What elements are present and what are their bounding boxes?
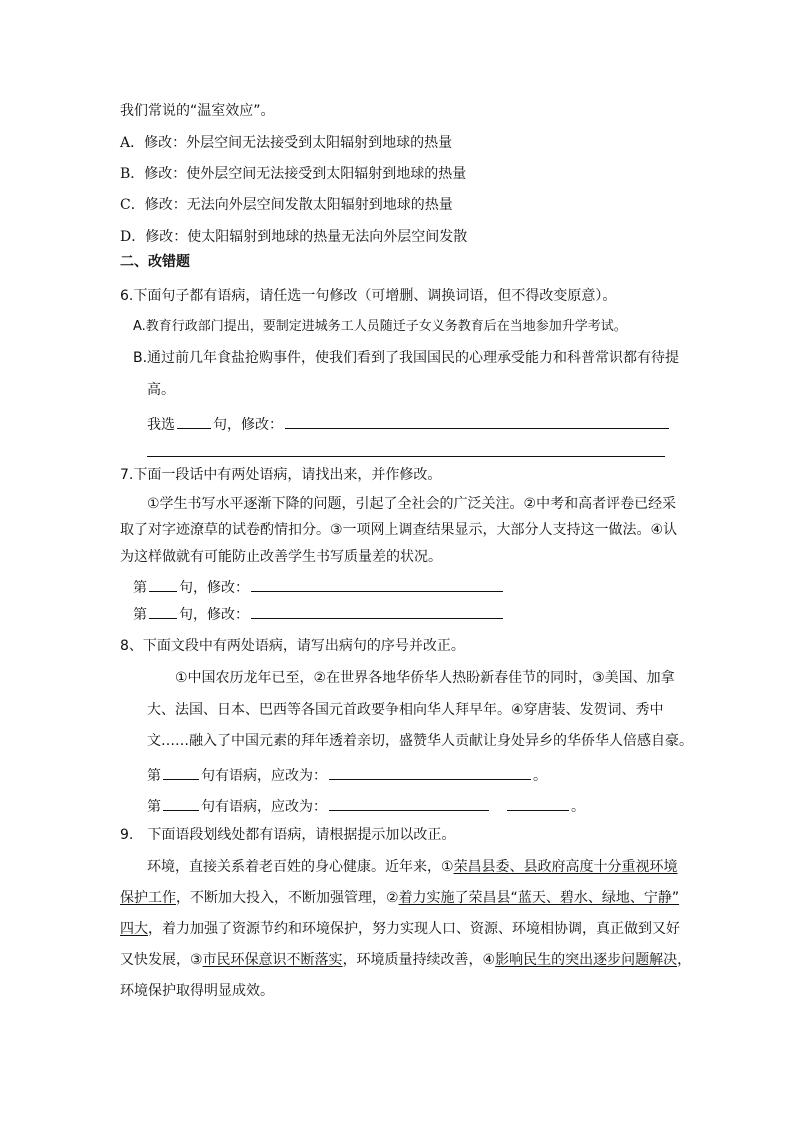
underlined-error: 四大 — [120, 921, 148, 937]
option-d: D．修改：使太阳辐射到地球的热量无法向外层空间发散 — [120, 229, 468, 245]
answer-blank[interactable] — [329, 794, 489, 811]
plain-text: 环境，直接关系着老百姓的身心健康。近年来，① — [147, 859, 454, 875]
answer-label: 句，修改： — [179, 580, 249, 596]
answer-blank[interactable] — [285, 412, 669, 429]
answer-label: 。 — [533, 768, 547, 784]
answer-label: 。 — [571, 799, 585, 815]
question-9-text: 环境保护取得明显成效。 — [120, 983, 274, 999]
question-6-option-b: B.通过前几年食盐抢购事件，使我们看到了我国国民的心理承受能力和科普常识都有待提 — [133, 350, 680, 366]
underlined-error: 影响民生的突出逐步问题解决 — [495, 952, 678, 968]
plain-text: ，不断加大投入，不断加强管理，② — [176, 890, 399, 906]
answer-label: 第 — [133, 580, 147, 596]
underlined-error: 着力实施了荣昌县“蓝天、碧水、绿地、宁静” — [398, 890, 680, 906]
question-9-text — [120, 888, 679, 908]
answer-label: 句，修改： — [179, 607, 249, 623]
question-8-answer-line — [147, 794, 585, 817]
underlined-error: 市民环保意识不断落实 — [202, 952, 343, 968]
question-9: 9. 下面语段划线处都有语病，请根据提示加以改正。 — [120, 827, 456, 843]
question-9-text — [147, 857, 678, 877]
answer-blank[interactable] — [149, 575, 177, 592]
question-7-text: 为这样做就有可能防止改善学生书写质量差的状况。 — [120, 549, 442, 565]
question-7-text: 取了对字迹潦草的试卷酌情扣分。③一项网上调查结果显示，大部分人支持这一做法。④认 — [120, 522, 678, 538]
plain-text: ，环境质量持续改善，④ — [342, 952, 496, 968]
plain-text: 又快发展，③ — [120, 952, 203, 968]
answer-blank[interactable] — [163, 763, 199, 780]
section-heading: 二、改错题 — [120, 254, 190, 270]
answer-label: 第 — [147, 799, 161, 815]
question-7: 7.下面一段话中有两处语病，请找出来，并作修改。 — [120, 467, 442, 483]
answer-label: 句有语病，应改为： — [201, 768, 327, 784]
plain-text: ， — [677, 952, 692, 968]
answer-blank[interactable] — [251, 575, 503, 592]
answer-blank[interactable] — [149, 602, 177, 619]
question-8-answer-line — [147, 763, 547, 786]
question-9-text — [120, 950, 691, 970]
answer-rule[interactable] — [147, 456, 665, 457]
option-c: C．修改：无法向外层空间发散太阳辐射到地球的热量 — [120, 197, 453, 213]
answer-blank[interactable] — [163, 794, 199, 811]
question-7-answer-line — [133, 602, 505, 625]
answer-blank[interactable] — [329, 763, 531, 780]
question-6-answer-line — [147, 412, 671, 435]
underlined-error: 荣昌县委、县政府高度十分重视环境 — [453, 859, 678, 875]
question-8-text: 文……融入了中国元素的拜年透着亲切，盛赞华人贡献让身处异乡的华侨华人倍感自豪。 — [147, 733, 693, 749]
underlined-error: 保护工作 — [120, 890, 176, 906]
question-6: 6.下面句子都有语病，请任选一句修改（可增删、调换词语，但不得改变原意）。 — [120, 288, 617, 304]
answer-label: 句有语病，应改为： — [201, 799, 327, 815]
question-6-option-b-cont: 高。 — [147, 382, 175, 398]
question-8-text: ①中国农历龙年已至，②在世界各地华侨华人热盼新春佳节的同时，③美国、加拿 — [175, 670, 675, 686]
question-7-answer-line — [133, 575, 505, 598]
option-b: B．修改：使外层空间无法接受到太阳辐射到地球的热量 — [120, 166, 467, 182]
plain-text: ，着力加强了资源节约和环境保护，努力实现人口、资源、环境相协调，真正做到又好 — [148, 921, 680, 937]
question-6-option-a: A.教育行政部门提出，要制定进城务工人员随迁子女义务教育后在当地参加升学考试。 — [133, 319, 627, 334]
answer-blank[interactable] — [507, 794, 569, 811]
answer-label: 第 — [147, 768, 161, 784]
question-8: 8、下面文段中有两处语病，请写出病句的序号并改正。 — [120, 638, 465, 654]
question-8-text: 大、法国、日本、巴西等各国元首政要争相向华人拜早年。④穿唐装、发贺词、秀中 — [147, 702, 664, 718]
text-line: 我们常说的“温室效应”。 — [120, 103, 275, 119]
answer-label: 第 — [133, 607, 147, 623]
answer-label: 我选 — [147, 417, 175, 433]
answer-blank[interactable] — [177, 412, 211, 429]
answer-label: 句，修改： — [213, 417, 283, 433]
option-a: A．修改：外层空间无法接受到太阳辐射到地球的热量 — [120, 135, 453, 151]
question-9-text — [120, 919, 680, 939]
question-7-text: ①学生书写水平逐渐下降的问题，引起了全社会的广泛关注。②中考和高者评卷已经采 — [147, 496, 677, 512]
answer-blank[interactable] — [251, 602, 503, 619]
